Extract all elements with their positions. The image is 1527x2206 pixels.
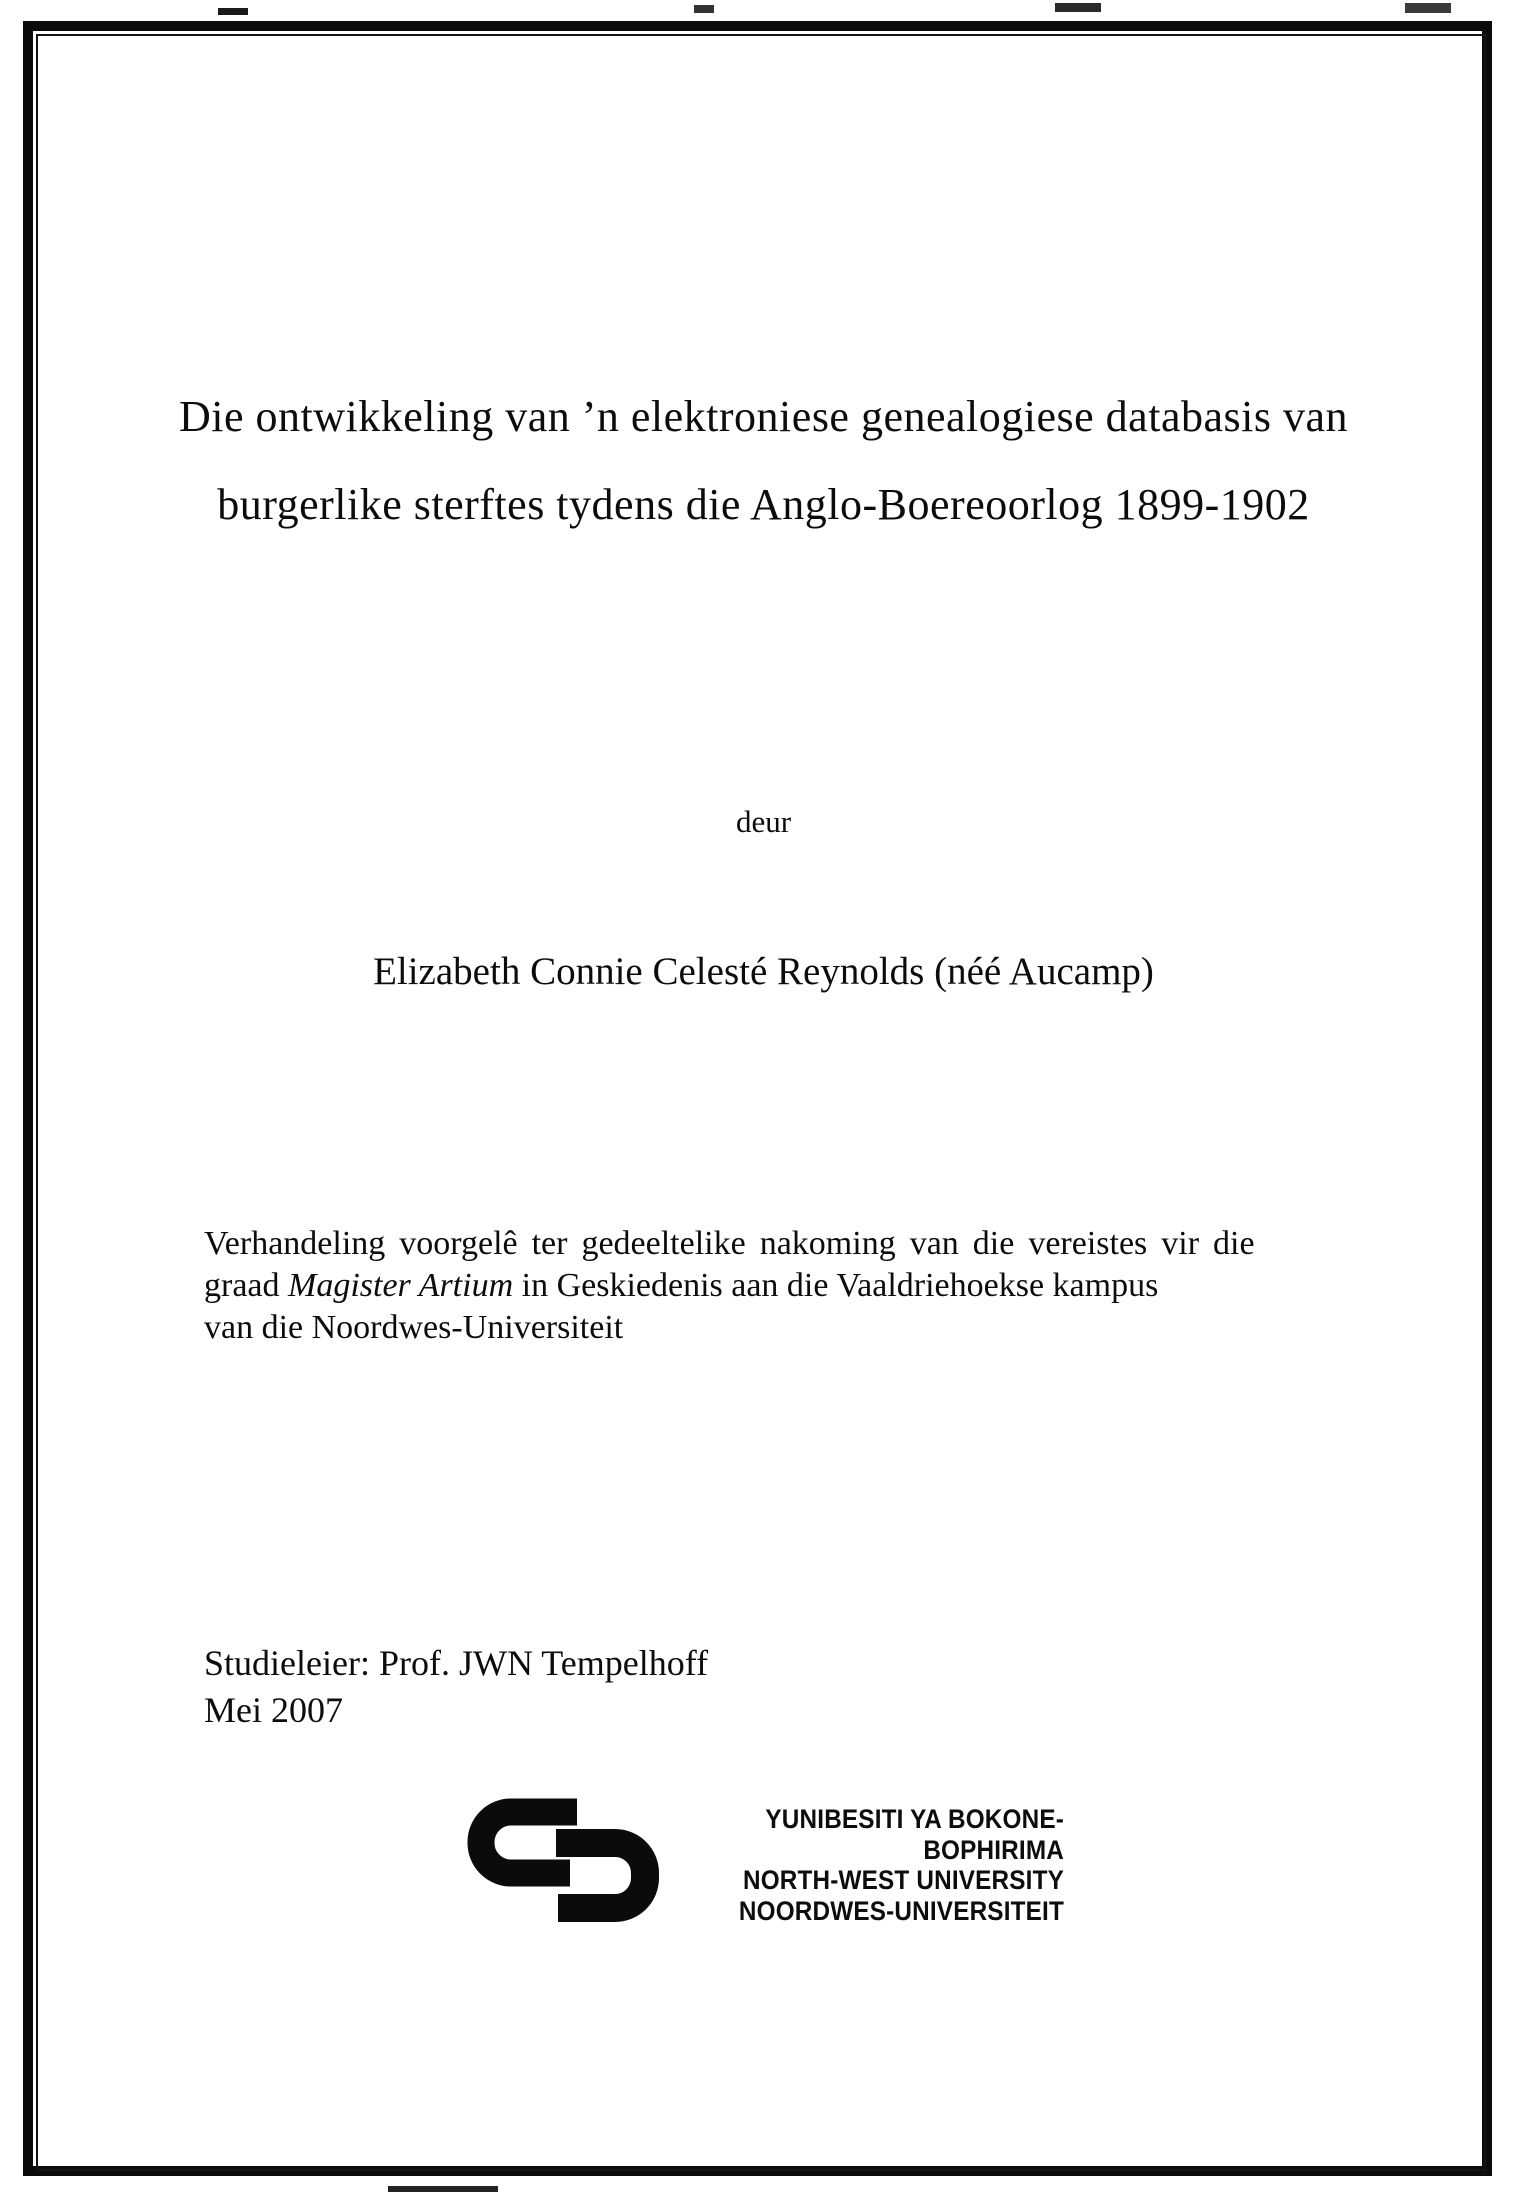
logo-text-english: NORTH-WEST UNIVERSITY	[742, 1865, 1064, 1895]
scan-artifact	[1405, 3, 1451, 13]
scan-artifact	[218, 8, 248, 15]
submission-statement	[204, 1223, 1364, 1349]
author-name: Elizabeth Connie Celesté Reynolds (néé Aucamp)	[373, 950, 1154, 993]
scan-artifact	[388, 2186, 498, 2192]
thesis-title	[20, 373, 1507, 549]
logo-text-setswana: YUNIBESITI YA BOKONE-BOPHIRIMA	[765, 1804, 1064, 1865]
thesis-title-line2: burgerlike sterftes tydens die Anglo-Boereoorlog 1899-1902	[217, 480, 1310, 529]
byline-label: deur	[735, 804, 792, 839]
scan-artifact	[694, 5, 714, 13]
logo-text-afrikaans: NOORDWES-UNIVERSITEIT	[738, 1895, 1064, 1926]
supervisor-line: Studieleier: Prof. JWN Tempelhoff	[204, 1643, 709, 1683]
thesis-title-line1: Die ontwikkeling van ’n elektroniese genealogiese databasis van	[178, 392, 1348, 441]
university-logo-text	[586, 1804, 1064, 1926]
submission-line2	[204, 1265, 1364, 1307]
submission-line2-prefix: graad	[204, 1267, 289, 1304]
submission-line1: Verhandeling voorgelê ter gedeeltelike nakoming van die vereistes vir die	[204, 1225, 1255, 1262]
submission-line2-suffix: in Geskiedenis aan die Vaaldriehoekse kampus	[513, 1267, 1159, 1304]
degree-name: Magister Artium	[288, 1267, 514, 1304]
university-logo	[466, 1797, 1106, 1929]
date-line: Mei 2007	[204, 1690, 343, 1730]
supervisor-block	[204, 1640, 1104, 1734]
scan-artifact	[1055, 3, 1101, 12]
submission-line3: van die Noordwes-Universiteit	[204, 1309, 624, 1346]
